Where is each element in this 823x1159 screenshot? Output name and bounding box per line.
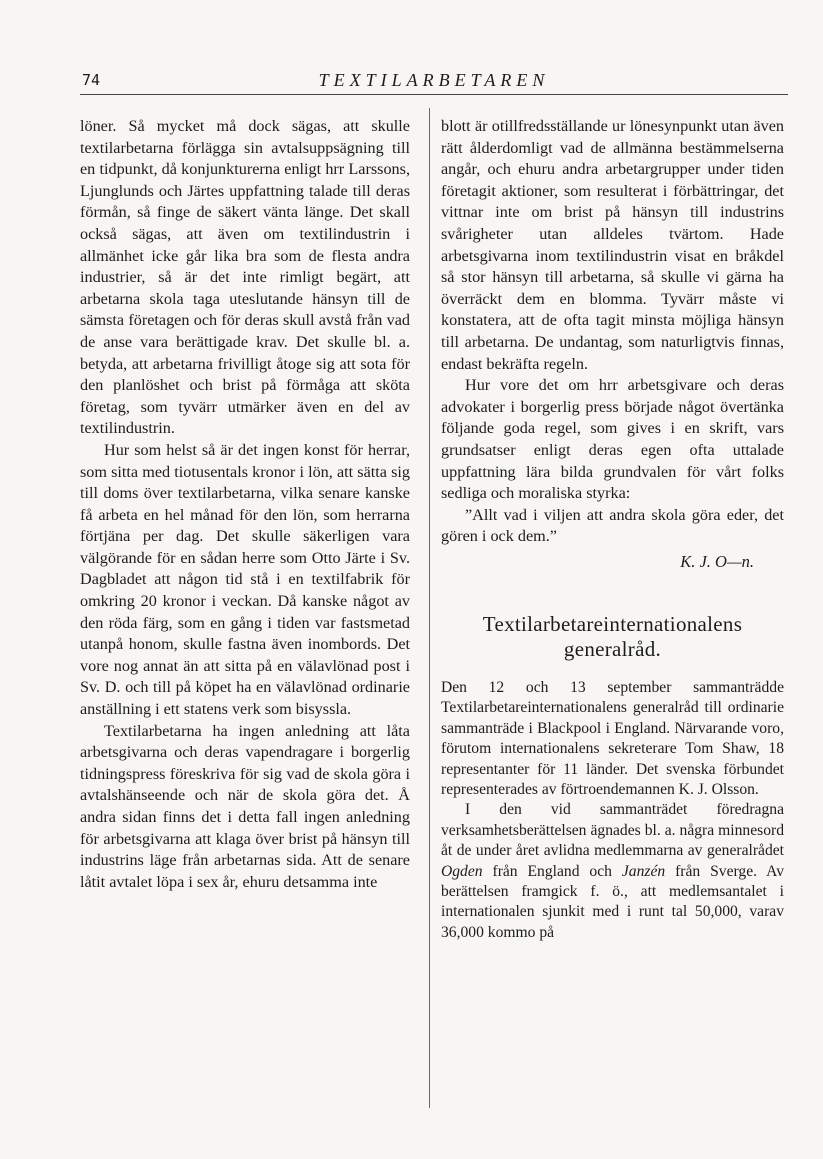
author-signature: K. J. O—n.	[680, 551, 754, 571]
left-column	[80, 116, 410, 893]
text-span: från England och	[492, 862, 612, 880]
paragraph: löner. Så mycket må dock sägas, att skulle textilarbetarna förlägga sin avtalsuppsägning till en tidpunkt, då konjunkturerna enligt hrr Larssons, Ljunglunds och Järtes uppfattning talade till deras förmån, så finge de säkert vänta länge. Det skall också sägas, att även om textilindustrin i allmänhet icke går lika bra som de flesta andra industrier, så är det inte rimligt begärt, att arbetarna skola taga uteslutande hänsyn till de sämsta företagen och för deras skull avstå från vad de anse vara berättigade krav. Det skulle bl. a. betyda, att arbetarna frivilligt åtoge sig att sota för den planlöshet och brist på förmåga att sköta företag, som tyvärr utmärker även en del av textilindustrin.	[80, 117, 410, 438]
paragraph: Den 12 och 13 september sammanträdde Textilarbetareinternationalens generalråd till ordinarie sammanträde i Blackpool i England. Närvarande voro, förutom internationalens sekreterare Tom Shaw, 18 representanter för 11 länder. Det svenska förbundet representerades av förtroendemannen K. J. Olsson.	[441, 678, 784, 798]
paragraph: Hur vore det om hrr arbetsgivare och deras advokater i borgerlig press började något övertänka följande goda regel, som gives i en skrift, vars grundsatser enligt deras egen ofta uttalade uppfattning lära bilda grundvalen för vårt folks sedliga och moraliska styrka:	[441, 376, 784, 503]
page-header	[80, 70, 788, 95]
quotation: ”Allt vad i viljen att andra skola göra eder, det gören i ock dem.”	[441, 505, 784, 546]
paragraph: blott är otillfredsställande ur lönesynpunkt utan även rätt ålderdomligt vad de allmänna bestämmelserna angår, och ehuru andra arbetargrupper under tiden företagit aktioner, som resulterat i förbättringar, det vittnar inte om brist på hänsyn till industrins svårigheter utan alldeles tvärtom. Hade arbetsgivarna inom textilindustrin visat en bråkdel så stor hänsyn till arbetarna, så skulle vi gärna ha överräckt dem en blomma. Tyvärr måste vi konstatera, att de ofta tagit minsta möjliga hänsyn till arbetarna. De undantag, som naturligtvis finnas, endast bekräfta regeln.	[441, 117, 784, 373]
column-divider	[429, 108, 430, 1108]
paragraph: Textilarbetarna ha ingen anledning att låta arbetsgivarna och deras vapendragare i borgerlig tidningspress föreskriva för sig vad de skola göra i avtalshänseende och när de skola göra det. Å andra sidan finns det i detta fall ingen anledning för arbetsgivarna att klaga över brist på hänsyn till industrins läge från arbetarnas sida. Att de senare låtit avtalet löpa i sex år, ehuru detsamma inte	[80, 721, 410, 891]
section-heading-line: generalråd.	[563, 636, 662, 661]
text-span: från Sverge. Av berättelsen framgick f. ö., att medlemsantalet i internationalen sjunkit med i runt tal 50,000, varav 36,000 kommo på	[441, 862, 784, 941]
text-span: I den vid sammanträdet föredragna verksamhetsberättelsen ägnades bl. a. några minnesord åt de under året avlidna medlemmarna av generalrådet	[441, 801, 784, 860]
section-heading-line: Textilarbetareinternationalens	[482, 611, 743, 636]
paragraph	[441, 800, 784, 943]
page-number: 74	[82, 71, 101, 89]
person-name: Ogden	[441, 862, 483, 880]
section-heading	[441, 612, 784, 662]
running-title: TEXTILARBETAREN	[318, 70, 550, 90]
paragraph: Hur som helst så är det ingen konst för herrar, som sitta med tiotusentals kronor i lön, att sätta sig till doms över textilarbetarna, vilka senare kanske få arbeta en hel månad för den lön, som herrarna förtjäna per dag. Det skulle säkerligen vara välgörande för en sådan herre som Otto Järte i Sv. Dagbladet att någon tid stå i en textilfabrik för omkring 20 kronor i veckan. Då kanske något av den röda färg, som en gång i tiden var fastsmetad utanpå honom, skulle fastna även inombords. Det vore nog annat än att sitta på en välavlönad post i Sv. D. och till på köpet ha en välavlönad ordinarie anställning i ett statens verk som bisyssla.	[80, 440, 410, 719]
person-name: Janzén	[621, 862, 666, 880]
right-column	[441, 116, 784, 943]
